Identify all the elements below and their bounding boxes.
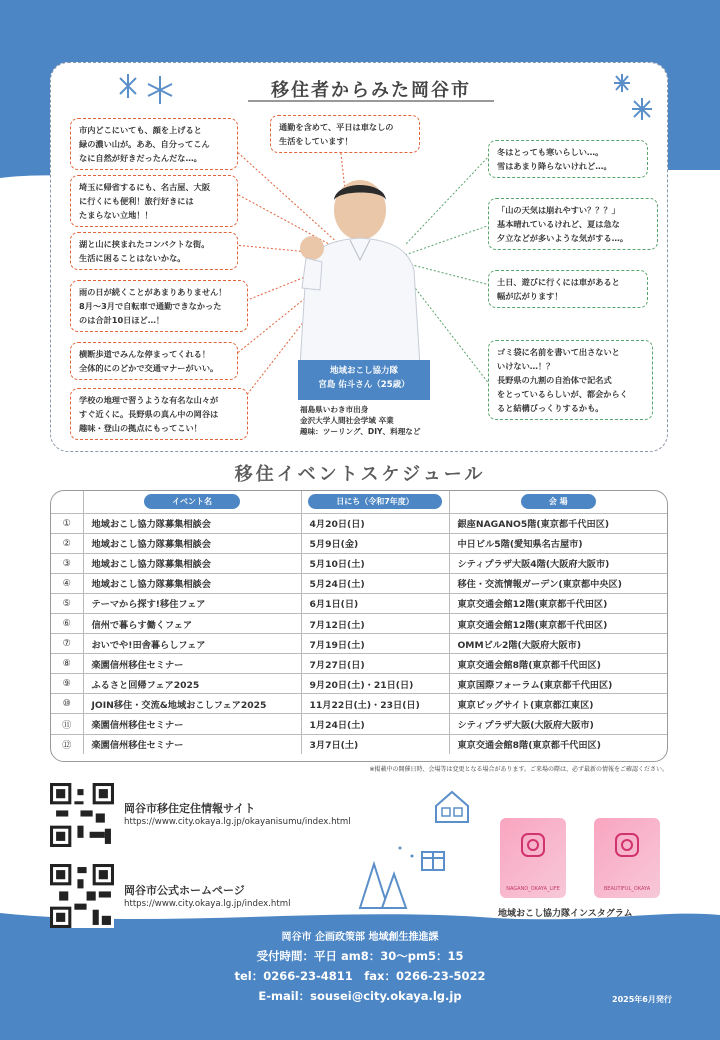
event-number: ⑫ xyxy=(51,734,83,754)
event-date: 7月12日(土) xyxy=(301,613,449,633)
event-number: ⑦ xyxy=(51,634,83,654)
event-name: 楽園信州移住セミナー xyxy=(83,714,301,734)
event-date: 5月10日(土) xyxy=(301,553,449,573)
email[interactable]: E-mail：sousei@city.okaya.lg.jp xyxy=(258,989,462,1003)
bubble-no-car: 通勤を含めて、平日は車なしの 生活をしています！ xyxy=(270,115,420,153)
snowflake-right-icon xyxy=(612,70,658,126)
event-venue: 東京国際フォーラム(東京都千代田区) xyxy=(449,674,667,694)
bubble-mountains: 学校の地理で習うような有名な山々が すぐ近くに。長野県の真ん中の岡谷は 趣味・登山の拠点にもってこい！ xyxy=(70,388,248,440)
instagram-icon xyxy=(520,832,546,858)
snowflake-left-icon xyxy=(110,70,182,110)
bubble-traffic: 横断歩道でみんな停まってくれる！ 全体的にのどかで交通マナーがいい。 xyxy=(70,342,238,380)
schedule-note: ※掲載中の開催日時、会場等は変更となる場合があります。ご来場の際は、必ず最新の情報をご確認ください。 xyxy=(369,766,668,773)
event-date: 3月7日(土) xyxy=(301,734,449,754)
event-name: 地域おこし協力隊募集相談会 xyxy=(83,573,301,593)
event-number: ③ xyxy=(51,553,83,573)
table-row xyxy=(51,533,667,553)
event-venue: 東京交通会館12階(東京都千代田区) xyxy=(449,613,667,633)
instagram-label: 地域おこし協力隊インスタグラム xyxy=(498,909,633,919)
header-event: イベント名 xyxy=(144,494,240,509)
person-education: 金沢大学人間社会学域 卒業 xyxy=(300,416,394,425)
office-hours: 受付時間：平日 am8：30～pm5：15 xyxy=(256,949,464,963)
bubble-access: 埼玉に帰省するにも、名古屋、大阪 に行くにも便利！旅行好きには たまらない立地！！ xyxy=(70,175,238,227)
header-date: 日にち（令和7年度） xyxy=(308,494,442,509)
header-venue: 会 場 xyxy=(521,494,596,509)
person-name-box xyxy=(298,360,430,400)
event-date: 6月1日(日) xyxy=(301,593,449,613)
table-row xyxy=(51,573,667,593)
contact-footer xyxy=(180,930,540,1006)
event-name: テーマから探す!移住フェア xyxy=(83,593,301,613)
schedule-table xyxy=(50,490,668,762)
table-row xyxy=(51,674,667,694)
event-name: 地域おこし協力隊募集相談会 xyxy=(83,513,301,533)
event-number: ⑤ xyxy=(51,593,83,613)
event-name: JOIN移住・交流&地域おこしフェア2025 xyxy=(83,694,301,714)
event-name: 楽園信州移住セミナー xyxy=(83,734,301,754)
trees-icon xyxy=(340,838,470,918)
instagram-icon xyxy=(614,832,640,858)
card-title: 移住者からみた岡谷市 xyxy=(248,76,494,102)
bubble-car: 土日、遊びに行くには車があると 幅が広がります！ xyxy=(488,270,648,308)
bubble-nature: 市内どこにいても、顔を上げると 緑の濃い山が。ああ、自分ってこん なに自然が好きだったんだな…。 xyxy=(70,118,238,170)
person-photo xyxy=(290,178,430,366)
site-title: 岡谷市移住定住情報サイト xyxy=(124,802,256,815)
event-venue: シティプラザ大阪(大阪府大阪市) xyxy=(449,714,667,734)
qr-code-home[interactable] xyxy=(50,864,114,928)
home-url[interactable]: https://www.city.okaya.lg.jp/index.html xyxy=(124,899,291,909)
event-date: 5月24日(土) xyxy=(301,573,449,593)
department: 岡谷市 企画政策部 地域創生推進課 xyxy=(281,932,439,943)
event-name: 地域おこし協力隊募集相談会 xyxy=(83,553,301,573)
table-row xyxy=(51,593,667,613)
event-venue: 東京交通会館8階(東京都千代田区) xyxy=(449,654,667,674)
person-info xyxy=(300,404,420,437)
event-name: 楽園信州移住セミナー xyxy=(83,654,301,674)
event-name: 地域おこし協力隊募集相談会 xyxy=(83,533,301,553)
event-venue: 東京交通会館8階(東京都千代田区) xyxy=(449,734,667,754)
phone-fax: tel：0266-23-4811 fax：0266-23-5022 xyxy=(234,969,486,983)
event-venue: OMMビル2階(大阪府大阪市) xyxy=(449,634,667,654)
bubble-garbage: ゴミ袋に名前を書いて出さないと いけない…！？ 長野県の九割の自治体で記名式 をとっているらしいが、都会からく ると結構びっくりするかも。 xyxy=(488,340,653,420)
event-number: ② xyxy=(51,533,83,553)
table-row xyxy=(51,654,667,674)
event-number: ⑨ xyxy=(51,674,83,694)
person-role: 地域おこし協力隊 xyxy=(329,366,398,376)
event-venue: 東京交通会館12階(東京都千代田区) xyxy=(449,593,667,613)
instagram-account-beautiful: BEAUTIFUL_OKAYA xyxy=(603,886,651,892)
person-hometown: 福島県いわき市出身 xyxy=(300,405,369,414)
table-row xyxy=(51,513,667,533)
event-name: ふるさと回帰フェア2025 xyxy=(83,674,301,694)
table-row xyxy=(51,714,667,734)
bubble-mountain-weather: 「山の天気は崩れやすい？？？」 基本晴れているけれど、夏は急な 夕立などが多いような気がする…。 xyxy=(488,198,658,250)
event-venue: 東京ビッグサイト(東京都江東区) xyxy=(449,694,667,714)
event-number: ⑪ xyxy=(51,714,83,734)
house-icon xyxy=(432,788,472,826)
instagram-account-life: NAGANO_OKAYA_LIFE xyxy=(506,886,560,892)
event-venue: 銀座NAGANO5階(東京都千代田区) xyxy=(449,513,667,533)
person-name: 宮島 佑斗さん（25歳） xyxy=(318,380,410,390)
event-venue: シティプラザ大阪4階(大阪府大阪市) xyxy=(449,553,667,573)
bubble-compact-city: 湖と山に挟まれたコンパクトな街。 生活に困ることはないかな。 xyxy=(70,232,238,270)
event-name: 信州で暮らす働くフェア xyxy=(83,613,301,633)
table-row xyxy=(51,694,667,714)
table-row xyxy=(51,553,667,573)
event-date: 1月24日(土) xyxy=(301,714,449,734)
event-number: ④ xyxy=(51,573,83,593)
table-row xyxy=(51,613,667,633)
person-hobbies: 趣味：ツーリング、DIY、料理など xyxy=(300,427,421,436)
event-date: 9月20日(土)・21日(日) xyxy=(301,674,449,694)
schedule-title: 移住イベントスケジュール xyxy=(234,464,486,485)
event-number: ⑥ xyxy=(51,613,83,633)
event-date: 7月19日(土) xyxy=(301,634,449,654)
event-name: おいでや!田舎暮らしフェア xyxy=(83,634,301,654)
qr-code-site[interactable] xyxy=(50,783,114,847)
event-date: 7月27日(日) xyxy=(301,654,449,674)
event-date: 5月9日(金) xyxy=(301,533,449,553)
event-number: ⑩ xyxy=(51,694,83,714)
table-row xyxy=(51,734,667,754)
event-venue: 中日ビル5階(愛知県名古屋市) xyxy=(449,533,667,553)
site-url[interactable]: https://www.city.okaya.lg.jp/okayanisumu/index.html xyxy=(124,817,351,827)
event-venue: 移住・交流情報ガーデン(東京都中央区) xyxy=(449,573,667,593)
bubble-weather: 雨の日が続くことがあまりありません！ 8月～3月で自転車で通勤できなかった のは合計10日ほど…！ xyxy=(70,280,248,332)
event-number: ⑧ xyxy=(51,654,83,674)
home-title: 岡谷市公式ホームページ xyxy=(124,884,245,897)
table-row xyxy=(51,634,667,654)
event-number: ① xyxy=(51,513,83,533)
event-date: 11月22日(土)・23日(日) xyxy=(301,694,449,714)
issue-date: 2025年6月発行 xyxy=(612,995,672,1004)
event-date: 4月20日(日) xyxy=(301,513,449,533)
bubble-winter: 冬はとっても寒いらしい…。 雪はあまり降らないけれど…。 xyxy=(488,140,648,178)
